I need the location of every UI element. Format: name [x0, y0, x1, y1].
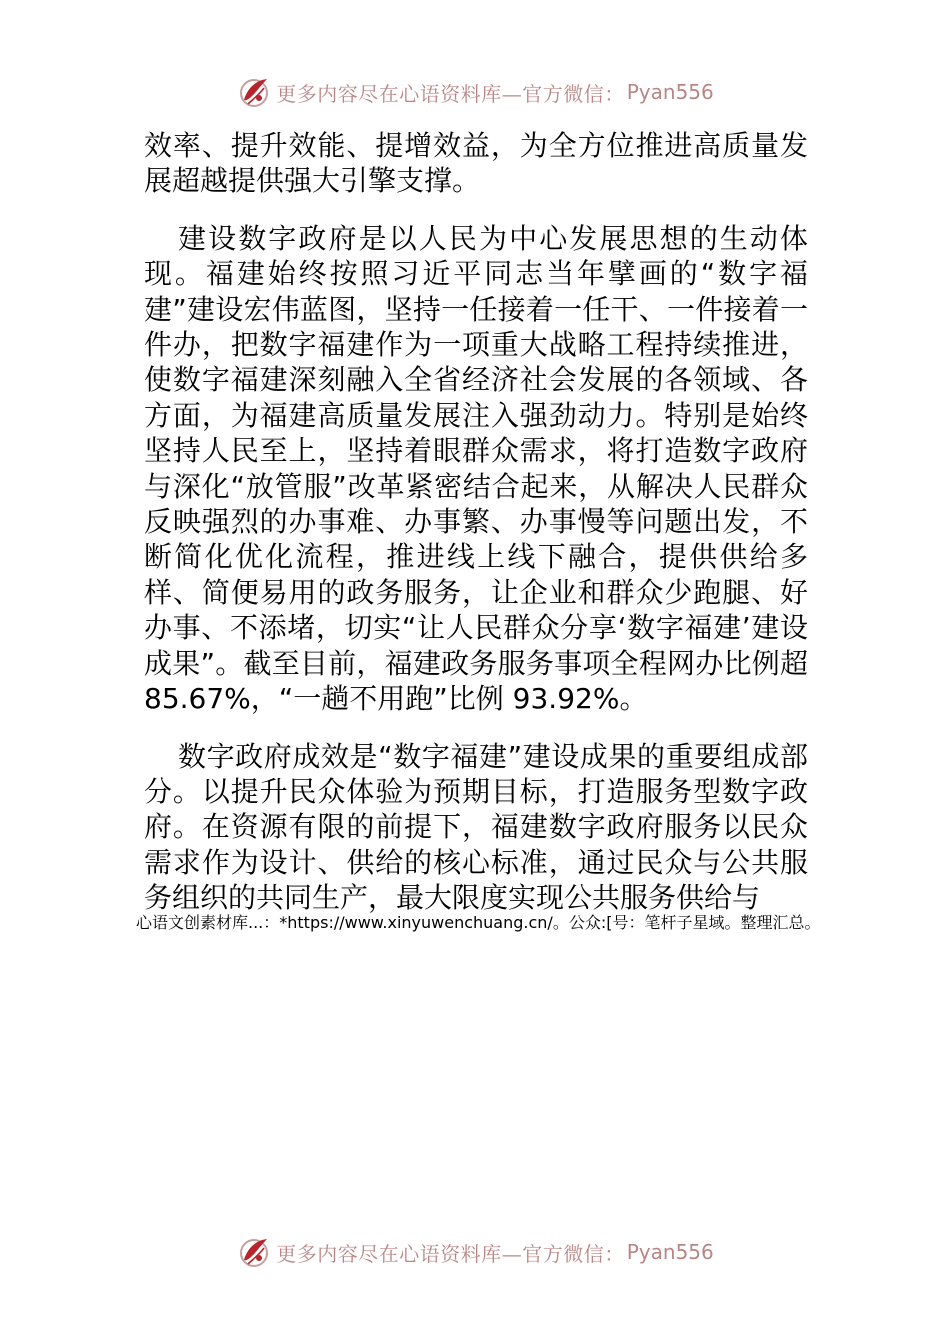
- header-banner: [0, 70, 950, 114]
- leaf-circle-logo-icon: [236, 1234, 272, 1270]
- source-footnote: 心语文创素材库...：*https://www.xinyuwenchuang.cn/。公众:[号：笔杆子星域。整理汇总。: [136, 913, 821, 932]
- paragraph-1: 效率、提升效能、提增效益，为全方位推进高质量发展超越提供强大引擎支撑。: [144, 129, 808, 198]
- paragraph-3: 数字政府成效是“数字福建”建设成果的重要组成部分。以提升民众体验为预期目标，打造服务型数字政府。在资源有限的前提下，福建数字政府服务以民众需求作为设计、供给的核心标准，通过民众与公共服务组织的共同生产，最大限度实现公共服务供给与: [144, 739, 808, 915]
- header-banner-id: Pyan556: [626, 80, 714, 104]
- document-body: [144, 128, 808, 916]
- leaf-circle-logo-icon: [236, 74, 272, 110]
- footer-banner-text: 更多内容尽在心语资料库—官方微信：: [276, 1241, 625, 1266]
- paragraph-2: 建设数字政府是以人民为中心发展思想的生动体现。福建始终按照习近平同志当年擘画的“数字福建”建设宏伟蓝图，坚持一任接着一任干、一件接着一件办，把数字福建作为一项重大战略工程持续推进，使数字福建深刻融入全省经济社会发展的各领域、各方面，为福建高质量发展注入强劲动力。特别是始终坚持人民至上，坚持着眼群众需求，将打造数字政府与深化“放管服”改革紧密结合起来，从解决人民群众反映强烈的办事难、办事繁、办事慢等问题出发，不断简化优化流程，推进线上线下融合，提供供给多样、简便易用的政务服务，让企业和群众少跑腿、好办事、不添堵，切实“让人民群众分享‘数字福建’建设成果”。截至目前，福建政务服务事项全程网办比例超85.67%，“一趟不用跑”比例 93.92%。: [144, 221, 808, 716]
- footer-banner: [0, 1230, 950, 1274]
- header-banner-text: 更多内容尽在心语资料库—官方微信：: [276, 81, 625, 106]
- footer-banner-id: Pyan556: [626, 1240, 714, 1264]
